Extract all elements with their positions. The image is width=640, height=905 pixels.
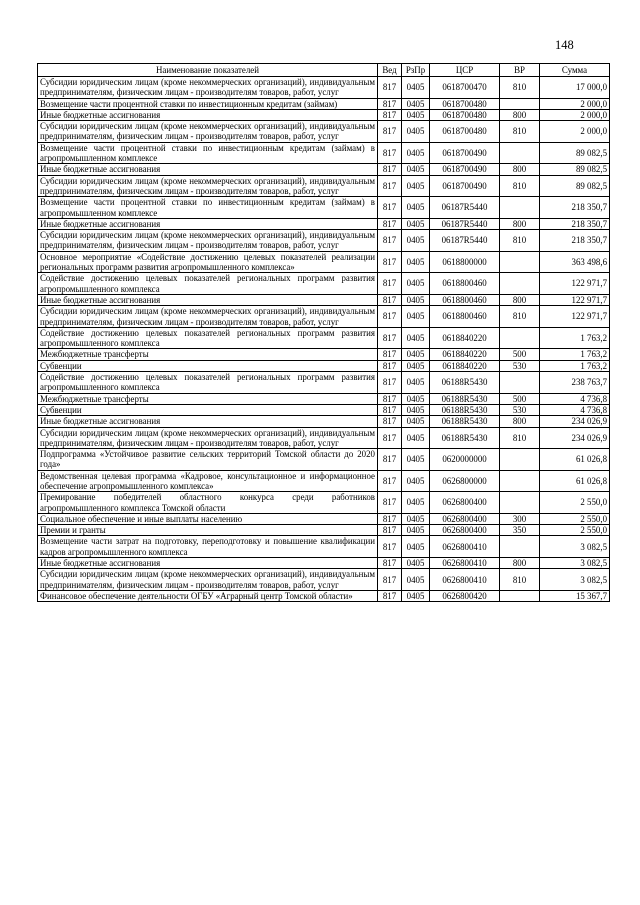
- row-ved-cell: 817: [378, 569, 402, 591]
- row-sum-cell: 122 971,7: [540, 294, 610, 305]
- row-csr-cell: 0620000000: [430, 449, 500, 471]
- table-row: [38, 393, 610, 404]
- row-rzpr-cell: 0405: [402, 197, 430, 219]
- row-ved-cell: 817: [378, 273, 402, 295]
- row-csr-cell: 0618700480: [430, 121, 500, 143]
- row-ved-cell: 817: [378, 513, 402, 524]
- row-rzpr-cell: 0405: [402, 590, 430, 601]
- row-sum-cell: 3 082,5: [540, 569, 610, 591]
- row-vr-cell: 810: [500, 175, 540, 197]
- row-csr-cell: 0626800400: [430, 525, 500, 536]
- row-sum-cell: 2 000,0: [540, 98, 610, 109]
- row-vr-cell: 800: [500, 109, 540, 120]
- table-row: [38, 327, 610, 349]
- table-row: [38, 449, 610, 471]
- row-rzpr-cell: 0405: [402, 306, 430, 328]
- table-row: [38, 416, 610, 427]
- row-csr-cell: 0626800420: [430, 590, 500, 601]
- row-ved-cell: 817: [378, 175, 402, 197]
- row-rzpr-cell: 0405: [402, 558, 430, 569]
- row-ved-cell: 817: [378, 349, 402, 360]
- row-csr-cell: 06187R5440: [430, 218, 500, 229]
- row-ved-cell: 817: [378, 98, 402, 109]
- row-rzpr-cell: 0405: [402, 513, 430, 524]
- table-row: [38, 175, 610, 197]
- row-sum-cell: 2 000,0: [540, 121, 610, 143]
- row-csr-cell: 0626800400: [430, 492, 500, 514]
- row-ved-cell: 817: [378, 251, 402, 273]
- row-sum-cell: 363 498,6: [540, 251, 610, 273]
- table-row: [38, 98, 610, 109]
- row-vr-cell: 810: [500, 427, 540, 449]
- row-csr-cell: 0618700490: [430, 164, 500, 175]
- row-ved-cell: 817: [378, 142, 402, 164]
- row-vr-cell: 800: [500, 416, 540, 427]
- row-csr-cell: 0618800460: [430, 294, 500, 305]
- row-vr-cell: 530: [500, 360, 540, 371]
- row-vr-cell: [500, 470, 540, 492]
- header-sum: Сумма: [540, 64, 610, 77]
- row-vr-cell: [500, 536, 540, 558]
- row-sum-cell: 218 350,7: [540, 230, 610, 252]
- table-row: [38, 197, 610, 219]
- row-rzpr-cell: 0405: [402, 98, 430, 109]
- row-name-cell: Премирование победителей областного конкурса среди работников агропромышленного комплекса Томской области: [38, 492, 378, 514]
- row-ved-cell: 817: [378, 294, 402, 305]
- row-vr-cell: 800: [500, 294, 540, 305]
- row-name-cell: Субвенции: [38, 360, 378, 371]
- row-sum-cell: 15 367,7: [540, 590, 610, 601]
- row-sum-cell: 89 082,5: [540, 175, 610, 197]
- row-name-cell: Возмещение части процентной ставки по инвестиционным кредитам (займам) в агропромышленном комплексе: [38, 197, 378, 219]
- row-vr-cell: 810: [500, 306, 540, 328]
- row-ved-cell: 817: [378, 372, 402, 394]
- row-rzpr-cell: 0405: [402, 449, 430, 471]
- table-row: [38, 360, 610, 371]
- row-vr-cell: [500, 492, 540, 514]
- row-csr-cell: 06188R5430: [430, 393, 500, 404]
- row-name-cell: Иные бюджетные ассигнования: [38, 416, 378, 427]
- row-sum-cell: 4 736,8: [540, 393, 610, 404]
- page-number: 148: [555, 38, 574, 52]
- row-name-cell: Субсидии юридическим лицам (кроме некоммерческих организаций), индивидуальным предпринимателям, физическим лицам - производителям товаров, работ, услуг: [38, 569, 378, 591]
- row-sum-cell: 89 082,5: [540, 142, 610, 164]
- row-csr-cell: 06188R5430: [430, 372, 500, 394]
- table-row: [38, 590, 610, 601]
- table-row: [38, 558, 610, 569]
- table-row: [38, 569, 610, 591]
- row-ved-cell: 817: [378, 492, 402, 514]
- row-rzpr-cell: 0405: [402, 294, 430, 305]
- row-ved-cell: 817: [378, 393, 402, 404]
- row-csr-cell: 0618700480: [430, 98, 500, 109]
- table-row: [38, 536, 610, 558]
- row-sum-cell: 89 082,5: [540, 164, 610, 175]
- row-vr-cell: 500: [500, 393, 540, 404]
- row-vr-cell: 800: [500, 558, 540, 569]
- row-vr-cell: [500, 142, 540, 164]
- row-sum-cell: 122 971,7: [540, 306, 610, 328]
- row-vr-cell: 810: [500, 121, 540, 143]
- row-rzpr-cell: 0405: [402, 273, 430, 295]
- row-rzpr-cell: 0405: [402, 218, 430, 229]
- row-rzpr-cell: 0405: [402, 404, 430, 415]
- row-name-cell: Социальное обеспечение и иные выплаты населению: [38, 513, 378, 524]
- row-vr-cell: [500, 251, 540, 273]
- row-name-cell: Содействие достижению целевых показателей региональных программ развития агропромышленного комплекса: [38, 273, 378, 295]
- row-ved-cell: 817: [378, 427, 402, 449]
- row-csr-cell: 0618800000: [430, 251, 500, 273]
- header-ved: Вед: [378, 64, 402, 77]
- row-ved-cell: 817: [378, 327, 402, 349]
- row-name-cell: Ведомственная целевая программа «Кадровое, консультационное и информационное обеспечение агропромышленного комплекса»: [38, 470, 378, 492]
- row-csr-cell: 0618800460: [430, 273, 500, 295]
- row-sum-cell: 238 763,7: [540, 372, 610, 394]
- row-ved-cell: 817: [378, 404, 402, 415]
- row-name-cell: Межбюджетные трансферты: [38, 393, 378, 404]
- row-sum-cell: 2 550,0: [540, 513, 610, 524]
- row-rzpr-cell: 0405: [402, 416, 430, 427]
- row-rzpr-cell: 0405: [402, 349, 430, 360]
- table-row: [38, 525, 610, 536]
- row-sum-cell: 17 000,0: [540, 77, 610, 99]
- row-sum-cell: 3 082,5: [540, 536, 610, 558]
- row-csr-cell: 0626800410: [430, 558, 500, 569]
- row-vr-cell: [500, 372, 540, 394]
- row-name-cell: Премии и гранты: [38, 525, 378, 536]
- row-vr-cell: 350: [500, 525, 540, 536]
- row-rzpr-cell: 0405: [402, 109, 430, 120]
- row-name-cell: Субсидии юридическим лицам (кроме некоммерческих организаций), индивидуальным предпринимателям, физическим лицам - производителям товаров, работ, услуг: [38, 306, 378, 328]
- row-vr-cell: 530: [500, 404, 540, 415]
- row-vr-cell: [500, 273, 540, 295]
- row-name-cell: Иные бюджетные ассигнования: [38, 109, 378, 120]
- row-csr-cell: 06188R5430: [430, 416, 500, 427]
- row-name-cell: Субсидии юридическим лицам (кроме некоммерческих организаций), индивидуальным предпринимателям, физическим лицам - производителям товаров, работ, услуг: [38, 427, 378, 449]
- row-name-cell: Субсидии юридическим лицам (кроме некоммерческих организаций), индивидуальным предпринимателям, физическим лицам - производителям товаров, работ, услуг: [38, 77, 378, 99]
- row-ved-cell: 817: [378, 218, 402, 229]
- table-row: [38, 404, 610, 415]
- row-vr-cell: [500, 327, 540, 349]
- row-ved-cell: 817: [378, 416, 402, 427]
- row-name-cell: Возмещение части затрат на подготовку, переподготовку и повышение квалификации кадров агропромышленного комплекса: [38, 536, 378, 558]
- header-rzpr: РзПр: [402, 64, 430, 77]
- row-ved-cell: 817: [378, 449, 402, 471]
- row-name-cell: Возмещение части процентной ставки по инвестиционным кредитам (займам) в агропромышленном комплексе: [38, 142, 378, 164]
- row-ved-cell: 817: [378, 230, 402, 252]
- row-sum-cell: 3 082,5: [540, 558, 610, 569]
- row-sum-cell: 122 971,7: [540, 273, 610, 295]
- row-csr-cell: 06187R5440: [430, 197, 500, 219]
- row-ved-cell: 817: [378, 590, 402, 601]
- row-name-cell: Иные бюджетные ассигнования: [38, 294, 378, 305]
- row-vr-cell: [500, 449, 540, 471]
- row-sum-cell: 4 736,8: [540, 404, 610, 415]
- row-ved-cell: 817: [378, 197, 402, 219]
- table-row: [38, 251, 610, 273]
- row-ved-cell: 817: [378, 525, 402, 536]
- row-csr-cell: 0626800000: [430, 470, 500, 492]
- table-row: [38, 294, 610, 305]
- row-name-cell: Субсидии юридическим лицам (кроме некоммерческих организаций), индивидуальным предпринимателям, физическим лицам - производителям товаров, работ, услуг: [38, 230, 378, 252]
- row-rzpr-cell: 0405: [402, 77, 430, 99]
- row-csr-cell: 0618700480: [430, 109, 500, 120]
- row-csr-cell: 0626800410: [430, 536, 500, 558]
- row-sum-cell: 218 350,7: [540, 218, 610, 229]
- row-sum-cell: 2 550,0: [540, 492, 610, 514]
- row-vr-cell: [500, 590, 540, 601]
- row-sum-cell: 2 000,0: [540, 109, 610, 120]
- table-row: [38, 273, 610, 295]
- row-name-cell: Финансовое обеспечение деятельности ОГБУ «Аграрный центр Томской области»: [38, 590, 378, 601]
- row-vr-cell: 810: [500, 230, 540, 252]
- row-vr-cell: 500: [500, 349, 540, 360]
- row-csr-cell: 06188R5430: [430, 427, 500, 449]
- row-sum-cell: 234 026,9: [540, 416, 610, 427]
- row-ved-cell: 817: [378, 558, 402, 569]
- row-vr-cell: [500, 98, 540, 109]
- row-csr-cell: 0618840220: [430, 360, 500, 371]
- row-rzpr-cell: 0405: [402, 360, 430, 371]
- row-name-cell: Иные бюджетные ассигнования: [38, 218, 378, 229]
- row-vr-cell: 800: [500, 164, 540, 175]
- table-row: [38, 470, 610, 492]
- row-ved-cell: 817: [378, 306, 402, 328]
- row-rzpr-cell: 0405: [402, 569, 430, 591]
- row-sum-cell: 2 550,0: [540, 525, 610, 536]
- row-rzpr-cell: 0405: [402, 427, 430, 449]
- row-rzpr-cell: 0405: [402, 142, 430, 164]
- row-ved-cell: 817: [378, 121, 402, 143]
- row-rzpr-cell: 0405: [402, 175, 430, 197]
- table-row: [38, 372, 610, 394]
- row-csr-cell: 0618800460: [430, 306, 500, 328]
- row-name-cell: Субсидии юридическим лицам (кроме некоммерческих организаций), индивидуальным предпринимателям, физическим лицам - производителям товаров, работ, услуг: [38, 121, 378, 143]
- row-name-cell: Содействие достижению целевых показателей региональных программ развития агропромышленного комплекса: [38, 327, 378, 349]
- row-csr-cell: 0618700490: [430, 175, 500, 197]
- row-sum-cell: 1 763,2: [540, 360, 610, 371]
- row-rzpr-cell: 0405: [402, 470, 430, 492]
- row-name-cell: Иные бюджетные ассигнования: [38, 558, 378, 569]
- row-rzpr-cell: 0405: [402, 230, 430, 252]
- row-name-cell: Межбюджетные трансферты: [38, 349, 378, 360]
- header-name: Наименование показателей: [38, 64, 378, 77]
- row-csr-cell: 06188R5430: [430, 404, 500, 415]
- header-csr: ЦСР: [430, 64, 500, 77]
- row-sum-cell: 1 763,2: [540, 327, 610, 349]
- row-vr-cell: [500, 197, 540, 219]
- table-row: [38, 164, 610, 175]
- row-rzpr-cell: 0405: [402, 327, 430, 349]
- row-ved-cell: 817: [378, 164, 402, 175]
- table-row: [38, 349, 610, 360]
- table-row: [38, 427, 610, 449]
- row-ved-cell: 817: [378, 109, 402, 120]
- row-ved-cell: 817: [378, 77, 402, 99]
- row-sum-cell: 234 026,9: [540, 427, 610, 449]
- row-sum-cell: 61 026,8: [540, 470, 610, 492]
- table-body: [38, 77, 610, 602]
- row-csr-cell: 0618700490: [430, 142, 500, 164]
- row-rzpr-cell: 0405: [402, 492, 430, 514]
- row-rzpr-cell: 0405: [402, 372, 430, 394]
- row-rzpr-cell: 0405: [402, 393, 430, 404]
- row-sum-cell: 218 350,7: [540, 197, 610, 219]
- row-vr-cell: 300: [500, 513, 540, 524]
- row-sum-cell: 1 763,2: [540, 349, 610, 360]
- budget-table: [37, 63, 610, 602]
- header-vr: ВР: [500, 64, 540, 77]
- row-vr-cell: 810: [500, 77, 540, 99]
- row-ved-cell: 817: [378, 536, 402, 558]
- row-vr-cell: 810: [500, 569, 540, 591]
- row-name-cell: Основное мероприятие «Содействие достижению целевых показателей реализации региональных программ развития агропромышленного комплекса»: [38, 251, 378, 273]
- table-row: [38, 109, 610, 120]
- row-rzpr-cell: 0405: [402, 164, 430, 175]
- row-name-cell: Субвенции: [38, 404, 378, 415]
- table-row: [38, 492, 610, 514]
- row-name-cell: Подпрограмма «Устойчивое развитие сельских территорий Томской области до 2020 года»: [38, 449, 378, 471]
- row-sum-cell: 61 026,8: [540, 449, 610, 471]
- row-rzpr-cell: 0405: [402, 525, 430, 536]
- table-row: [38, 230, 610, 252]
- table-row: [38, 218, 610, 229]
- table-row: [38, 306, 610, 328]
- row-ved-cell: 817: [378, 470, 402, 492]
- row-rzpr-cell: 0405: [402, 121, 430, 143]
- row-csr-cell: 0618700470: [430, 77, 500, 99]
- row-rzpr-cell: 0405: [402, 536, 430, 558]
- table-row: [38, 142, 610, 164]
- row-csr-cell: 0626800400: [430, 513, 500, 524]
- table-row: [38, 121, 610, 143]
- row-csr-cell: 0618840220: [430, 327, 500, 349]
- row-name-cell: Возмещение части процентной ставки по инвестиционным кредитам (займам): [38, 98, 378, 109]
- row-csr-cell: 0626800410: [430, 569, 500, 591]
- row-vr-cell: 800: [500, 218, 540, 229]
- row-name-cell: Субсидии юридическим лицам (кроме некоммерческих организаций), индивидуальным предпринимателям, физическим лицам - производителям товаров, работ, услуг: [38, 175, 378, 197]
- row-name-cell: Иные бюджетные ассигнования: [38, 164, 378, 175]
- table-row: [38, 77, 610, 99]
- table-row: [38, 513, 610, 524]
- row-name-cell: Содействие достижению целевых показателей региональных программ развития агропромышленного комплекса: [38, 372, 378, 394]
- row-rzpr-cell: 0405: [402, 251, 430, 273]
- row-csr-cell: 0618840220: [430, 349, 500, 360]
- row-ved-cell: 817: [378, 360, 402, 371]
- table-header-row: [38, 64, 610, 77]
- row-csr-cell: 06187R5440: [430, 230, 500, 252]
